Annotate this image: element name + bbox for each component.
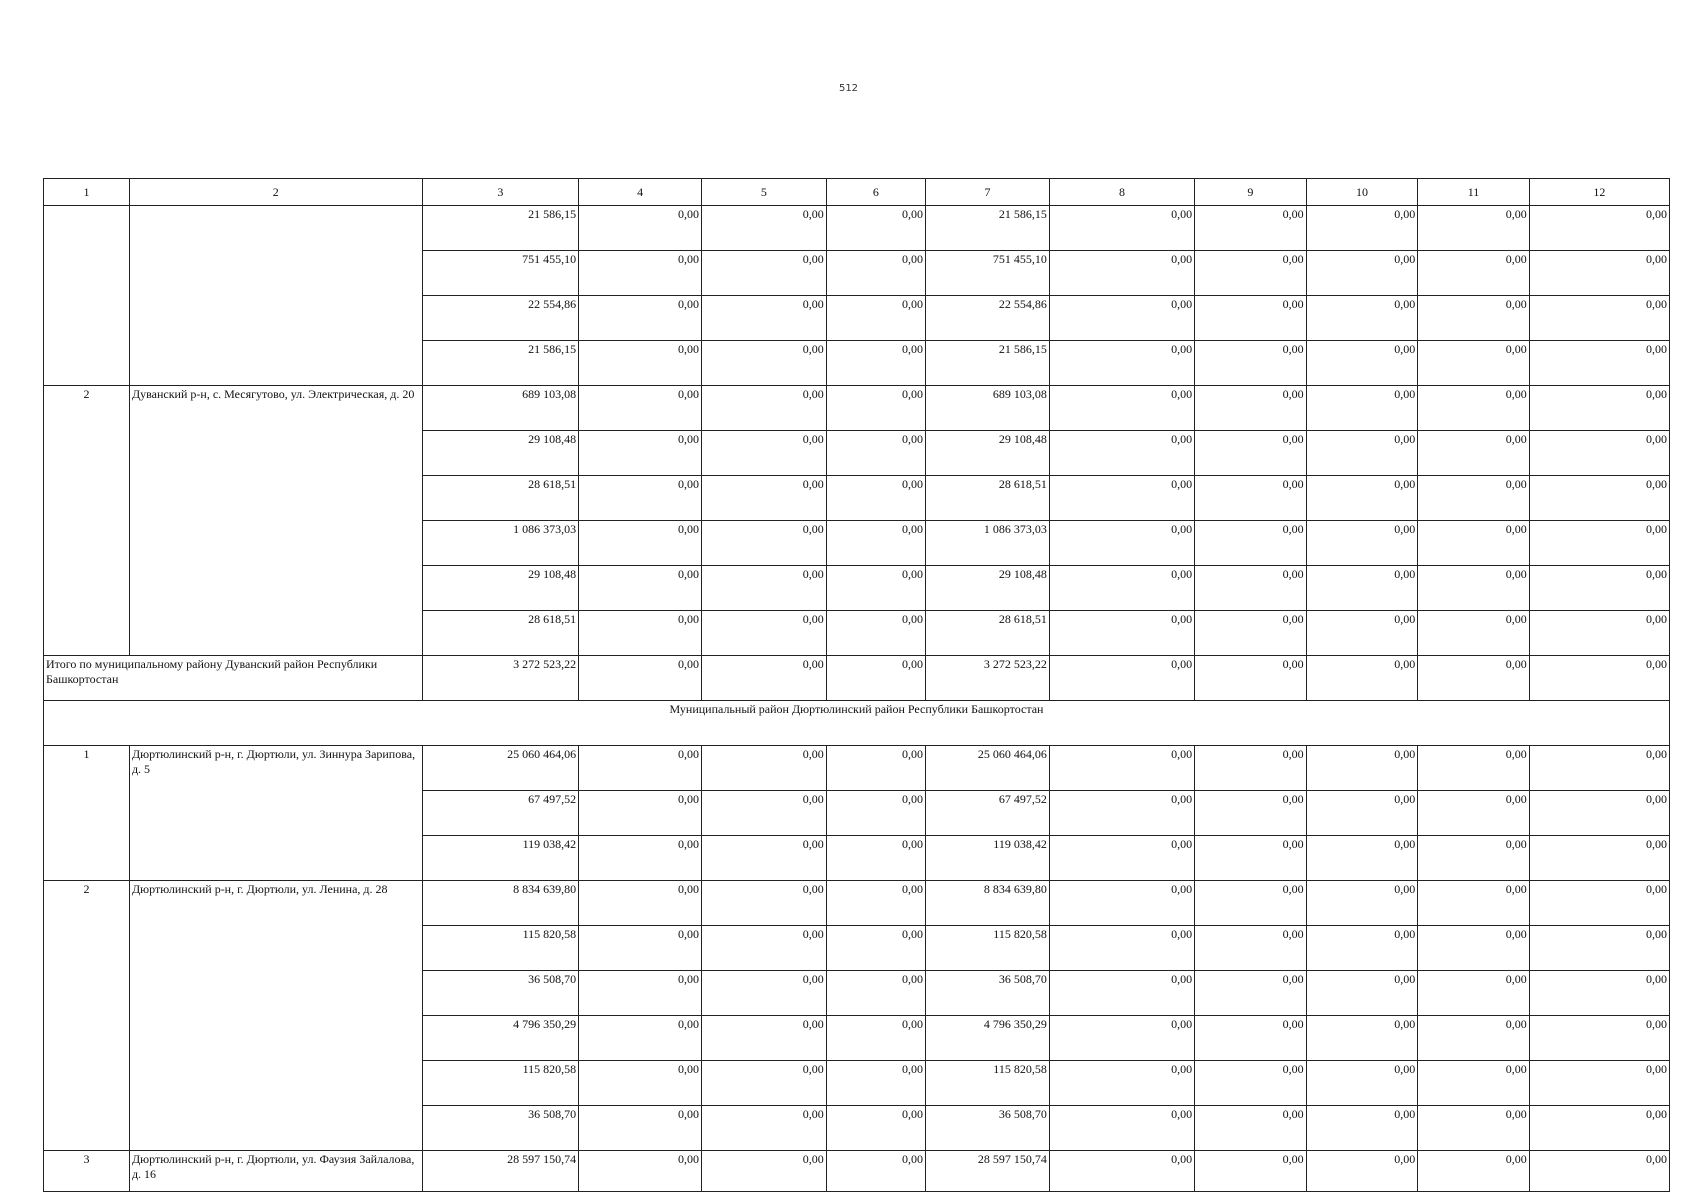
zero-cell: 0,00 bbox=[579, 611, 702, 656]
zero-cell: 0,00 bbox=[1195, 656, 1307, 701]
zero-cell: 0,00 bbox=[1306, 1016, 1418, 1061]
zero-cell: 0,00 bbox=[579, 251, 702, 296]
address-cell: Дюртюлинский р-н, г. Дюртюли, ул. Фаузия Зайлалова, д. 16 bbox=[129, 1151, 422, 1192]
zero-cell: 0,00 bbox=[701, 836, 826, 881]
zero-cell: 0,00 bbox=[1195, 926, 1307, 971]
section-row bbox=[44, 701, 1670, 746]
zero-cell: 0,00 bbox=[826, 476, 925, 521]
zero-cell: 0,00 bbox=[1049, 296, 1194, 341]
zero-cell: 0,00 bbox=[1418, 1016, 1530, 1061]
zero-cell: 0,00 bbox=[579, 656, 702, 701]
amount-total-cell: 36 508,70 bbox=[926, 971, 1050, 1016]
zero-cell: 0,00 bbox=[1049, 836, 1194, 881]
amount-total-cell: 8 834 639,80 bbox=[926, 881, 1050, 926]
zero-cell: 0,00 bbox=[1418, 746, 1530, 791]
zero-cell: 0,00 bbox=[1306, 836, 1418, 881]
zero-cell: 0,00 bbox=[1049, 341, 1194, 386]
zero-cell: 0,00 bbox=[1418, 431, 1530, 476]
amount-cell: 28 618,51 bbox=[422, 611, 579, 656]
zero-cell: 0,00 bbox=[1418, 1106, 1530, 1151]
zero-cell: 0,00 bbox=[1529, 386, 1669, 431]
zero-cell: 0,00 bbox=[1049, 1106, 1194, 1151]
zero-cell: 0,00 bbox=[1418, 836, 1530, 881]
amount-total-cell: 21 586,15 bbox=[926, 206, 1050, 251]
zero-cell: 0,00 bbox=[1529, 1061, 1669, 1106]
zero-cell: 0,00 bbox=[701, 386, 826, 431]
zero-cell: 0,00 bbox=[1306, 746, 1418, 791]
amount-cell: 115 820,58 bbox=[422, 926, 579, 971]
zero-cell: 0,00 bbox=[826, 1106, 925, 1151]
zero-cell: 0,00 bbox=[1306, 1151, 1418, 1192]
zero-cell: 0,00 bbox=[826, 611, 925, 656]
row-number: 3 bbox=[44, 1151, 130, 1192]
zero-cell: 0,00 bbox=[826, 656, 925, 701]
zero-cell: 0,00 bbox=[1306, 341, 1418, 386]
zero-cell: 0,00 bbox=[579, 1016, 702, 1061]
amount-total-cell: 28 597 150,74 bbox=[926, 1151, 1050, 1192]
zero-cell: 0,00 bbox=[1529, 476, 1669, 521]
zero-cell: 0,00 bbox=[826, 251, 925, 296]
zero-cell: 0,00 bbox=[579, 566, 702, 611]
zero-cell: 0,00 bbox=[579, 926, 702, 971]
zero-cell: 0,00 bbox=[1418, 566, 1530, 611]
zero-cell: 0,00 bbox=[1529, 746, 1669, 791]
zero-cell: 0,00 bbox=[1418, 386, 1530, 431]
amount-total-cell: 36 508,70 bbox=[926, 1106, 1050, 1151]
column-header: 10 bbox=[1306, 179, 1418, 206]
zero-cell: 0,00 bbox=[1529, 971, 1669, 1016]
zero-cell: 0,00 bbox=[1306, 611, 1418, 656]
zero-cell: 0,00 bbox=[1418, 296, 1530, 341]
total-amount: 3 272 523,22 bbox=[422, 656, 579, 701]
zero-cell: 0,00 bbox=[1195, 566, 1307, 611]
zero-cell: 0,00 bbox=[1049, 566, 1194, 611]
amount-cell: 25 060 464,06 bbox=[422, 746, 579, 791]
amount-total-cell: 119 038,42 bbox=[926, 836, 1050, 881]
zero-cell: 0,00 bbox=[1195, 431, 1307, 476]
row-number bbox=[44, 206, 130, 386]
zero-cell: 0,00 bbox=[1418, 656, 1530, 701]
zero-cell: 0,00 bbox=[1529, 611, 1669, 656]
zero-cell: 0,00 bbox=[826, 296, 925, 341]
zero-cell: 0,00 bbox=[1418, 1151, 1530, 1192]
column-number-row bbox=[44, 179, 1670, 206]
zero-cell: 0,00 bbox=[1049, 791, 1194, 836]
zero-cell: 0,00 bbox=[1418, 881, 1530, 926]
zero-cell: 0,00 bbox=[826, 1016, 925, 1061]
zero-cell: 0,00 bbox=[1195, 791, 1307, 836]
amount-cell: 36 508,70 bbox=[422, 1106, 579, 1151]
zero-cell: 0,00 bbox=[1049, 746, 1194, 791]
column-header: 4 bbox=[579, 179, 702, 206]
zero-cell: 0,00 bbox=[701, 881, 826, 926]
zero-cell: 0,00 bbox=[826, 521, 925, 566]
zero-cell: 0,00 bbox=[1049, 881, 1194, 926]
zero-cell: 0,00 bbox=[1195, 1061, 1307, 1106]
zero-cell: 0,00 bbox=[826, 746, 925, 791]
zero-cell: 0,00 bbox=[701, 656, 826, 701]
zero-cell: 0,00 bbox=[826, 791, 925, 836]
amount-cell: 21 586,15 bbox=[422, 341, 579, 386]
zero-cell: 0,00 bbox=[701, 341, 826, 386]
zero-cell: 0,00 bbox=[579, 1061, 702, 1106]
amount-total-cell: 751 455,10 bbox=[926, 251, 1050, 296]
table-row bbox=[44, 881, 1670, 926]
zero-cell: 0,00 bbox=[701, 1016, 826, 1061]
zero-cell: 0,00 bbox=[1049, 971, 1194, 1016]
zero-cell: 0,00 bbox=[1195, 341, 1307, 386]
zero-cell: 0,00 bbox=[1195, 1016, 1307, 1061]
zero-cell: 0,00 bbox=[1529, 431, 1669, 476]
column-header: 7 bbox=[926, 179, 1050, 206]
table-row bbox=[44, 746, 1670, 791]
column-header: 8 bbox=[1049, 179, 1194, 206]
zero-cell: 0,00 bbox=[1306, 476, 1418, 521]
zero-cell: 0,00 bbox=[1418, 251, 1530, 296]
table-row bbox=[44, 1151, 1670, 1192]
zero-cell: 0,00 bbox=[1306, 251, 1418, 296]
zero-cell: 0,00 bbox=[826, 206, 925, 251]
amount-total-cell: 1 086 373,03 bbox=[926, 521, 1050, 566]
zero-cell: 0,00 bbox=[1195, 1106, 1307, 1151]
zero-cell: 0,00 bbox=[701, 791, 826, 836]
zero-cell: 0,00 bbox=[1306, 296, 1418, 341]
zero-cell: 0,00 bbox=[1049, 431, 1194, 476]
amount-cell: 36 508,70 bbox=[422, 971, 579, 1016]
section-title: Муниципальный район Дюртюлинский район Республики Башкортостан bbox=[44, 701, 1670, 746]
zero-cell: 0,00 bbox=[1529, 206, 1669, 251]
zero-cell: 0,00 bbox=[701, 206, 826, 251]
zero-cell: 0,00 bbox=[1195, 251, 1307, 296]
zero-cell: 0,00 bbox=[579, 971, 702, 1016]
zero-cell: 0,00 bbox=[579, 341, 702, 386]
zero-cell: 0,00 bbox=[579, 1106, 702, 1151]
address-cell: Дюртюлинский р-н, г. Дюртюли, ул. Зиннура Зарипова, д. 5 bbox=[129, 746, 422, 881]
column-header: 2 bbox=[129, 179, 422, 206]
zero-cell: 0,00 bbox=[1529, 791, 1669, 836]
zero-cell: 0,00 bbox=[701, 521, 826, 566]
zero-cell: 0,00 bbox=[701, 251, 826, 296]
zero-cell: 0,00 bbox=[701, 476, 826, 521]
zero-cell: 0,00 bbox=[1418, 611, 1530, 656]
zero-cell: 0,00 bbox=[701, 1106, 826, 1151]
amount-cell: 67 497,52 bbox=[422, 791, 579, 836]
table-row bbox=[44, 206, 1670, 251]
zero-cell: 0,00 bbox=[1306, 206, 1418, 251]
zero-cell: 0,00 bbox=[1049, 521, 1194, 566]
zero-cell: 0,00 bbox=[579, 476, 702, 521]
zero-cell: 0,00 bbox=[826, 971, 925, 1016]
zero-cell: 0,00 bbox=[701, 746, 826, 791]
zero-cell: 0,00 bbox=[701, 566, 826, 611]
amount-total-cell: 28 618,51 bbox=[926, 611, 1050, 656]
zero-cell: 0,00 bbox=[1306, 431, 1418, 476]
column-header: 9 bbox=[1195, 179, 1307, 206]
amount-cell: 4 796 350,29 bbox=[422, 1016, 579, 1061]
zero-cell: 0,00 bbox=[1529, 251, 1669, 296]
zero-cell: 0,00 bbox=[579, 206, 702, 251]
zero-cell: 0,00 bbox=[1195, 296, 1307, 341]
total-amount: 3 272 523,22 bbox=[926, 656, 1050, 701]
zero-cell: 0,00 bbox=[1306, 926, 1418, 971]
zero-cell: 0,00 bbox=[1529, 881, 1669, 926]
zero-cell: 0,00 bbox=[1049, 656, 1194, 701]
zero-cell: 0,00 bbox=[579, 1151, 702, 1192]
address-cell: Дюртюлинский р-н, г. Дюртюли, ул. Ленина, д. 28 bbox=[129, 881, 422, 1151]
zero-cell: 0,00 bbox=[1306, 791, 1418, 836]
row-number: 1 bbox=[44, 746, 130, 881]
zero-cell: 0,00 bbox=[1195, 206, 1307, 251]
zero-cell: 0,00 bbox=[1195, 746, 1307, 791]
zero-cell: 0,00 bbox=[1049, 611, 1194, 656]
amount-cell: 28 597 150,74 bbox=[422, 1151, 579, 1192]
amount-cell: 8 834 639,80 bbox=[422, 881, 579, 926]
amount-total-cell: 115 820,58 bbox=[926, 1061, 1050, 1106]
column-header: 1 bbox=[44, 179, 130, 206]
zero-cell: 0,00 bbox=[579, 386, 702, 431]
zero-cell: 0,00 bbox=[1195, 611, 1307, 656]
zero-cell: 0,00 bbox=[1529, 566, 1669, 611]
zero-cell: 0,00 bbox=[1195, 881, 1307, 926]
zero-cell: 0,00 bbox=[826, 1151, 925, 1192]
zero-cell: 0,00 bbox=[1195, 836, 1307, 881]
row-number: 2 bbox=[44, 881, 130, 1151]
zero-cell: 0,00 bbox=[1529, 656, 1669, 701]
zero-cell: 0,00 bbox=[1306, 386, 1418, 431]
zero-cell: 0,00 bbox=[701, 1151, 826, 1192]
zero-cell: 0,00 bbox=[1529, 1151, 1669, 1192]
amount-total-cell: 115 820,58 bbox=[926, 926, 1050, 971]
zero-cell: 0,00 bbox=[1195, 971, 1307, 1016]
zero-cell: 0,00 bbox=[1529, 1106, 1669, 1151]
zero-cell: 0,00 bbox=[1049, 1016, 1194, 1061]
column-header: 3 bbox=[422, 179, 579, 206]
zero-cell: 0,00 bbox=[579, 836, 702, 881]
zero-cell: 0,00 bbox=[579, 881, 702, 926]
zero-cell: 0,00 bbox=[1418, 341, 1530, 386]
zero-cell: 0,00 bbox=[1049, 386, 1194, 431]
zero-cell: 0,00 bbox=[1195, 521, 1307, 566]
total-label: Итого по муниципальному району Дуванский район Республики Башкортостан bbox=[44, 656, 423, 701]
amount-cell: 29 108,48 bbox=[422, 566, 579, 611]
column-header: 11 bbox=[1418, 179, 1530, 206]
zero-cell: 0,00 bbox=[1529, 296, 1669, 341]
zero-cell: 0,00 bbox=[1529, 521, 1669, 566]
register-table bbox=[43, 178, 1670, 1192]
amount-total-cell: 21 586,15 bbox=[926, 341, 1050, 386]
amount-cell: 1 086 373,03 bbox=[422, 521, 579, 566]
zero-cell: 0,00 bbox=[1529, 926, 1669, 971]
zero-cell: 0,00 bbox=[1306, 656, 1418, 701]
zero-cell: 0,00 bbox=[826, 881, 925, 926]
amount-cell: 689 103,08 bbox=[422, 386, 579, 431]
zero-cell: 0,00 bbox=[1306, 521, 1418, 566]
zero-cell: 0,00 bbox=[1049, 1151, 1194, 1192]
zero-cell: 0,00 bbox=[1306, 881, 1418, 926]
zero-cell: 0,00 bbox=[1306, 1106, 1418, 1151]
column-header: 6 bbox=[826, 179, 925, 206]
amount-total-cell: 689 103,08 bbox=[926, 386, 1050, 431]
zero-cell: 0,00 bbox=[701, 611, 826, 656]
zero-cell: 0,00 bbox=[1306, 971, 1418, 1016]
zero-cell: 0,00 bbox=[1418, 206, 1530, 251]
zero-cell: 0,00 bbox=[1049, 251, 1194, 296]
zero-cell: 0,00 bbox=[1195, 386, 1307, 431]
table-row bbox=[44, 386, 1670, 431]
zero-cell: 0,00 bbox=[826, 566, 925, 611]
zero-cell: 0,00 bbox=[1195, 476, 1307, 521]
zero-cell: 0,00 bbox=[701, 971, 826, 1016]
amount-cell: 751 455,10 bbox=[422, 251, 579, 296]
zero-cell: 0,00 bbox=[1049, 206, 1194, 251]
zero-cell: 0,00 bbox=[579, 791, 702, 836]
zero-cell: 0,00 bbox=[1049, 476, 1194, 521]
amount-cell: 29 108,48 bbox=[422, 431, 579, 476]
amount-total-cell: 4 796 350,29 bbox=[926, 1016, 1050, 1061]
address-cell: Дуванский р-н, с. Месягутово, ул. Электрическая, д. 20 bbox=[129, 386, 422, 656]
zero-cell: 0,00 bbox=[826, 386, 925, 431]
amount-total-cell: 29 108,48 bbox=[926, 566, 1050, 611]
amount-cell: 28 618,51 bbox=[422, 476, 579, 521]
amount-total-cell: 22 554,86 bbox=[926, 296, 1050, 341]
page-number: 512 bbox=[838, 83, 859, 94]
zero-cell: 0,00 bbox=[701, 1061, 826, 1106]
zero-cell: 0,00 bbox=[1529, 1016, 1669, 1061]
zero-cell: 0,00 bbox=[826, 926, 925, 971]
zero-cell: 0,00 bbox=[1195, 1151, 1307, 1192]
zero-cell: 0,00 bbox=[1418, 926, 1530, 971]
zero-cell: 0,00 bbox=[579, 296, 702, 341]
amount-cell: 22 554,86 bbox=[422, 296, 579, 341]
zero-cell: 0,00 bbox=[579, 521, 702, 566]
amount-total-cell: 28 618,51 bbox=[926, 476, 1050, 521]
zero-cell: 0,00 bbox=[1529, 341, 1669, 386]
zero-cell: 0,00 bbox=[1306, 566, 1418, 611]
zero-cell: 0,00 bbox=[701, 296, 826, 341]
zero-cell: 0,00 bbox=[1418, 791, 1530, 836]
total-row bbox=[44, 656, 1670, 701]
zero-cell: 0,00 bbox=[826, 836, 925, 881]
column-header: 5 bbox=[701, 179, 826, 206]
amount-total-cell: 67 497,52 bbox=[926, 791, 1050, 836]
zero-cell: 0,00 bbox=[826, 431, 925, 476]
column-header: 12 bbox=[1529, 179, 1669, 206]
zero-cell: 0,00 bbox=[579, 746, 702, 791]
row-number: 2 bbox=[44, 386, 130, 656]
zero-cell: 0,00 bbox=[1418, 521, 1530, 566]
zero-cell: 0,00 bbox=[826, 341, 925, 386]
zero-cell: 0,00 bbox=[1418, 1061, 1530, 1106]
zero-cell: 0,00 bbox=[1418, 476, 1530, 521]
amount-cell: 119 038,42 bbox=[422, 836, 579, 881]
zero-cell: 0,00 bbox=[826, 1061, 925, 1106]
zero-cell: 0,00 bbox=[1049, 926, 1194, 971]
amount-cell: 115 820,58 bbox=[422, 1061, 579, 1106]
zero-cell: 0,00 bbox=[579, 431, 702, 476]
zero-cell: 0,00 bbox=[1049, 1061, 1194, 1106]
amount-total-cell: 29 108,48 bbox=[926, 431, 1050, 476]
address-cell bbox=[129, 206, 422, 386]
zero-cell: 0,00 bbox=[701, 431, 826, 476]
amount-cell: 21 586,15 bbox=[422, 206, 579, 251]
zero-cell: 0,00 bbox=[1529, 836, 1669, 881]
amount-total-cell: 25 060 464,06 bbox=[926, 746, 1050, 791]
zero-cell: 0,00 bbox=[1418, 971, 1530, 1016]
zero-cell: 0,00 bbox=[701, 926, 826, 971]
zero-cell: 0,00 bbox=[1306, 1061, 1418, 1106]
